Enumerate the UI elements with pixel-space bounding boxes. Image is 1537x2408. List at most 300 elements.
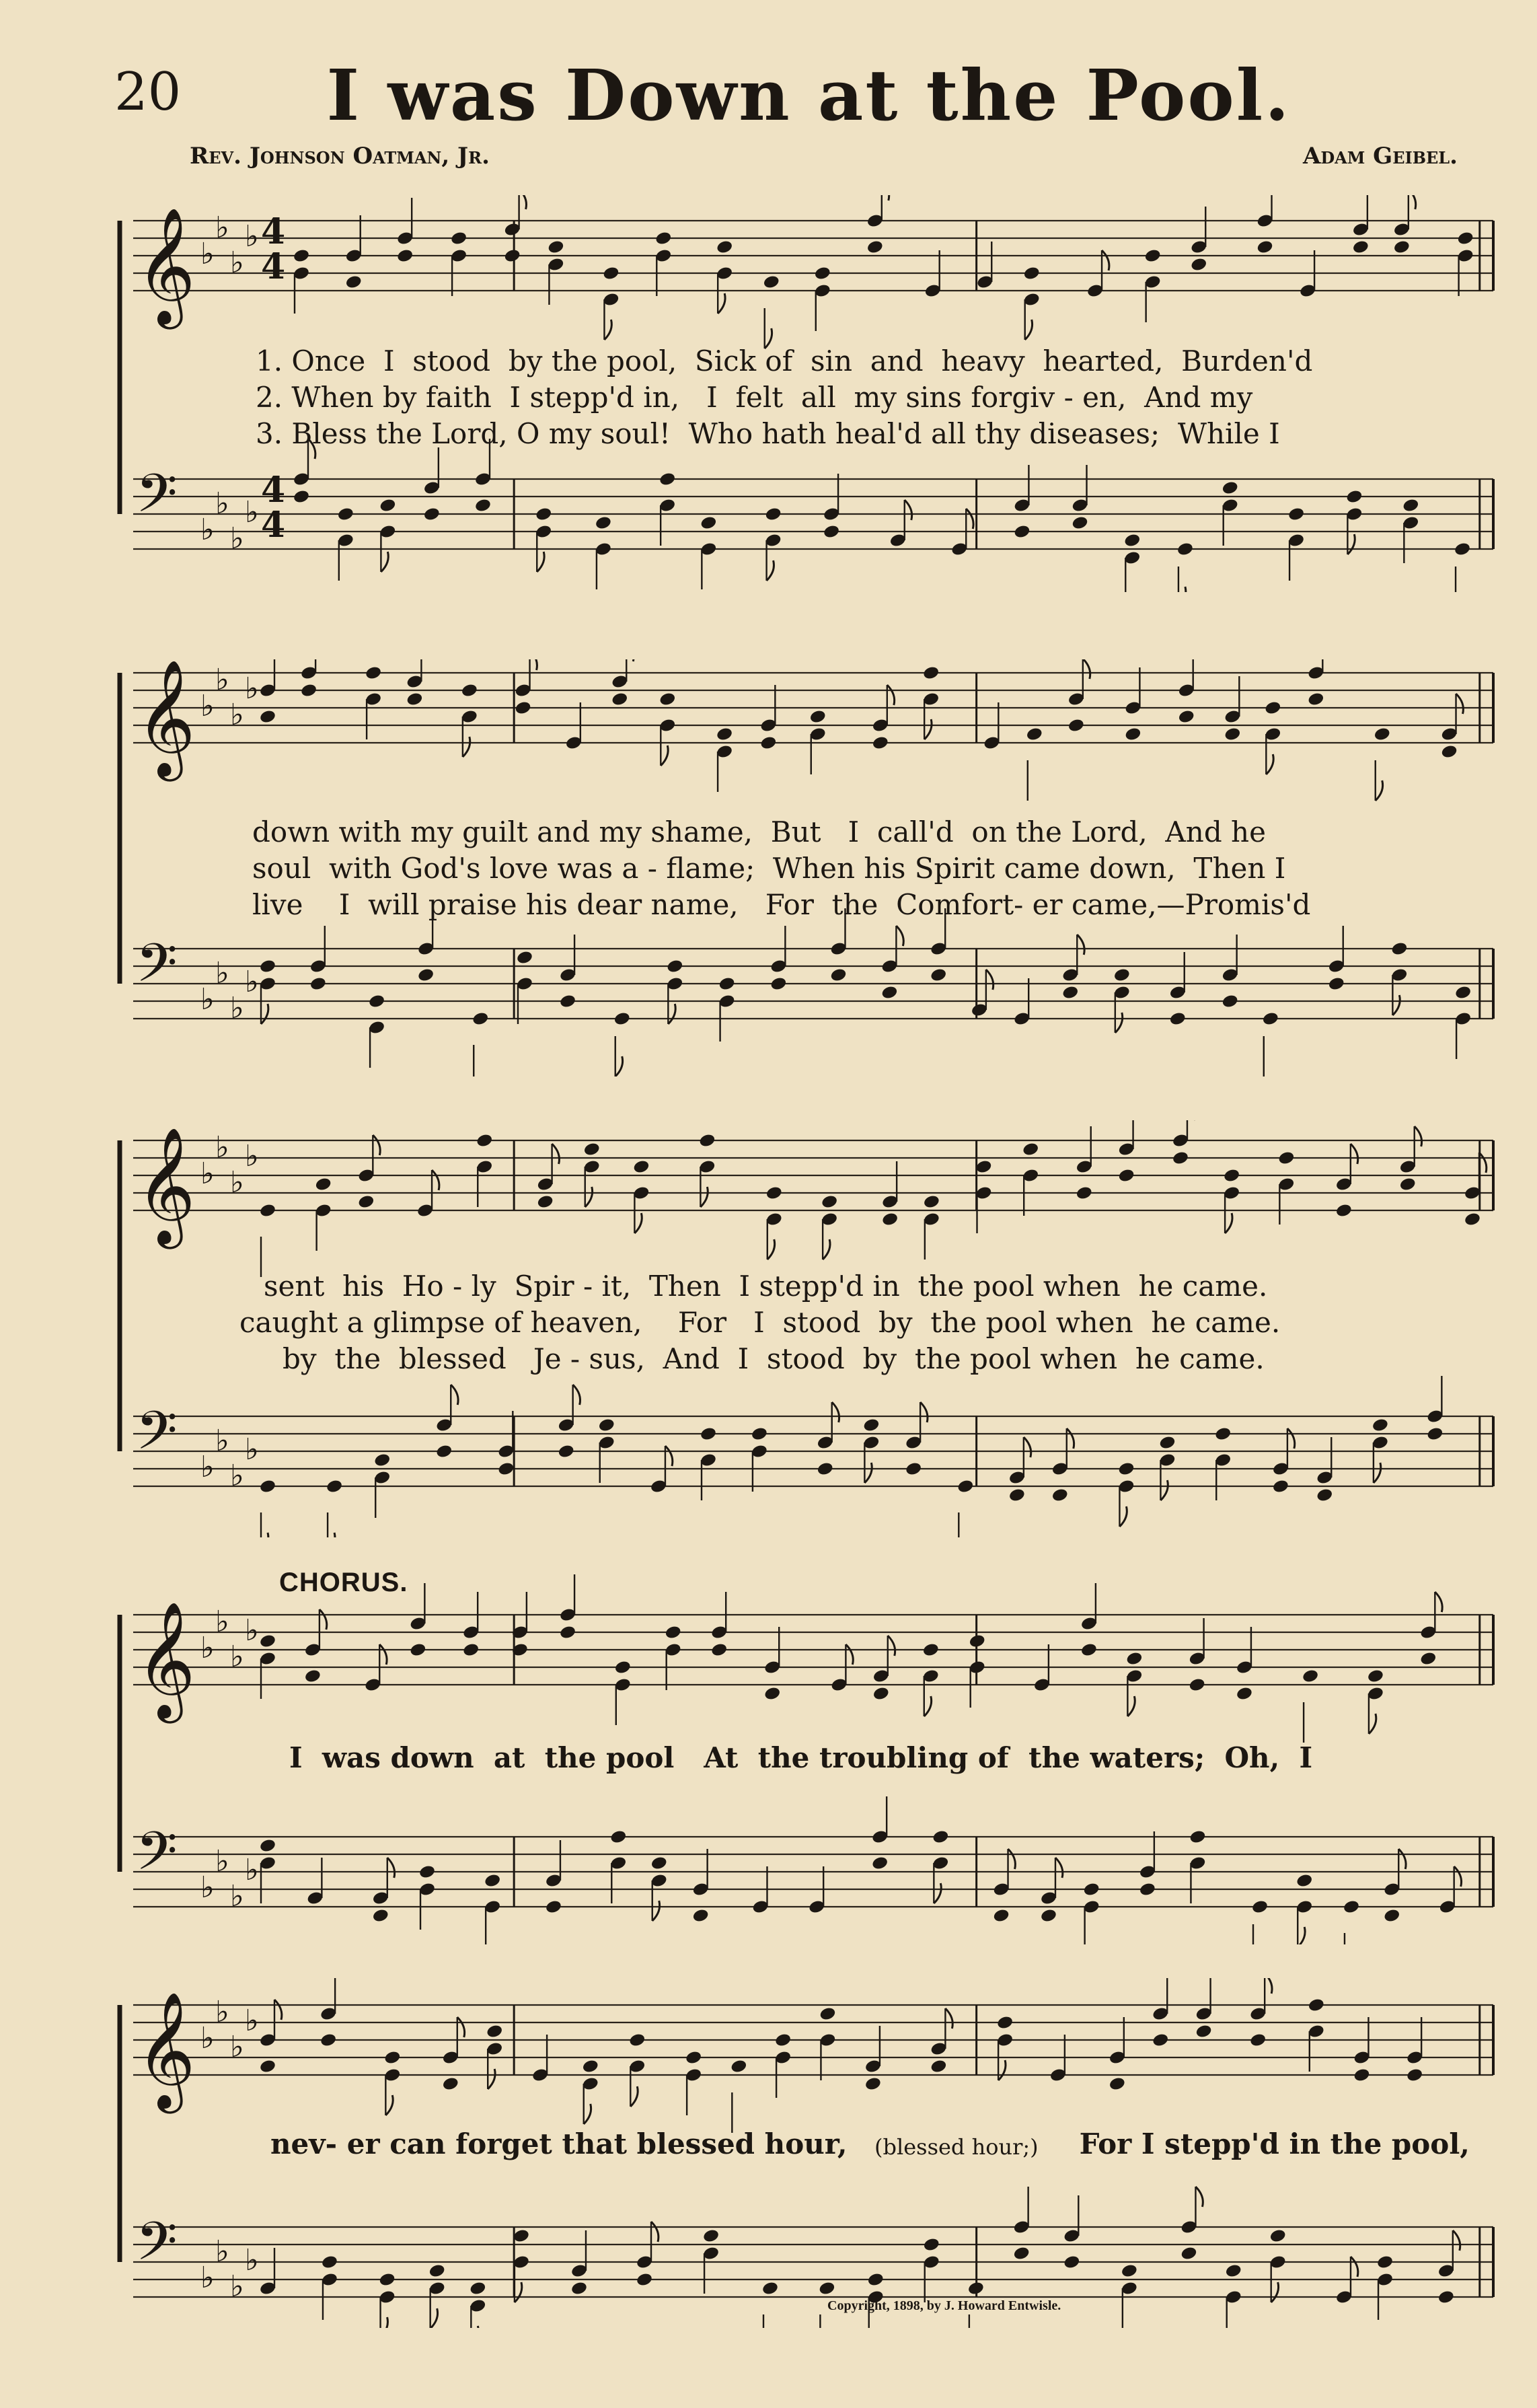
note-head [1178,659,1195,724]
note-head [1124,667,1141,741]
note-head [409,1583,426,1657]
note-head [698,1133,716,1207]
note-head [396,198,414,263]
flat-icon: ♭ [230,2269,244,2304]
bass-staff [133,2187,1493,2328]
flat-icon: ♭ [215,486,229,521]
time-signature: 4 [261,505,286,546]
flat-icon: ♭ [230,521,244,556]
note-head [770,926,787,991]
note-head [866,195,889,254]
note-head [1374,727,1391,801]
note-head [1013,465,1030,539]
note-head [320,1978,337,2047]
time-signature: 4 [261,470,286,511]
note-head [1026,727,1043,801]
note-head [1123,533,1141,592]
note-head [1051,1428,1074,1502]
music-system-chorus-2 [114,1978,1507,2328]
note-head [1225,2263,1242,2328]
note-head [659,472,676,546]
note-head [1383,1849,1406,1923]
note-head [1308,1998,1325,2072]
note-head [1302,1669,1319,1743]
note-head [259,1203,276,1277]
note-head [692,1849,710,1923]
note-head [406,659,423,706]
flat-icon: ♭ [215,1844,229,1878]
note-head [710,1592,728,1657]
note-head [808,1866,825,1914]
note-head [300,659,317,698]
flat-icon: ♭ [215,2234,229,2269]
note-head [763,1627,781,1701]
note-head [1440,694,1463,759]
note-head [1454,542,1471,592]
bass-clef-icon: 𝄢 [136,1820,178,1895]
flat-icon: ♭ [215,956,229,990]
flat-icon: ♭ [245,1432,259,1467]
note-head [1013,978,1030,1026]
note-head [1406,2017,1423,2082]
note-head [547,240,564,305]
note-head [685,2050,702,2115]
note-head [1264,700,1281,774]
note-head [1419,1592,1442,1666]
note-head [1109,2017,1126,2091]
bass-clef-icon: 𝄢 [136,462,178,538]
note-head [378,2272,396,2328]
note-head [583,1142,601,1207]
note-head [598,1418,615,1483]
note-head [1236,1627,1253,1701]
chorus-line-end: For I stepp'd in the pool, [1070,2127,1470,2160]
note-head [423,447,441,521]
bass-clef-icon: 𝄢 [136,2210,178,2286]
verse-3-line: 3. Bless the Lord, O my soul! Who hath heal'd all thy diseases; While I [256,417,1280,450]
note-head [992,1849,1015,1923]
note-head [611,659,634,706]
bass-staff [133,908,1493,1077]
note-head [1190,207,1207,272]
bass-staff [133,439,1493,592]
flat-icon: ♭ [215,1130,229,1165]
bass-staff [133,1796,1493,1944]
note-head [1176,542,1194,592]
note-head [462,1592,480,1657]
note-head [659,692,676,766]
flat-icon: ♭ [215,211,229,245]
note-head [293,248,310,314]
flat-icon: ♭ [245,2243,259,2277]
note-head [1316,1437,1333,1502]
note-head [1222,935,1239,1009]
note-head [809,709,827,774]
note-head [650,1856,668,1921]
note-head [716,240,733,314]
note-head [1061,935,1084,1000]
note-head [1399,1126,1422,1192]
note-head [435,1385,458,1459]
treble-clef-icon: 𝄞 [136,659,196,776]
note-head [1269,2228,1287,2302]
note-head [545,1840,562,1914]
note-head [1437,2230,1460,2304]
note-head [337,507,354,581]
note-head [476,1133,493,1207]
note-head [1063,2195,1080,2269]
note-head [654,231,672,296]
note-head [582,2059,599,2124]
note-head [905,1402,928,1476]
note-head [814,266,831,331]
chorus-line: I was down at the pool At the troubling of the waters; Oh, I [289,1741,1313,1774]
note-head [1080,1583,1098,1657]
note-head [1152,1978,1169,2047]
treble-staff [133,659,1493,801]
note-head [718,976,736,1042]
note-head [1307,659,1330,706]
note-head [1299,250,1316,298]
note-head [1402,498,1419,563]
note-head [1335,1144,1358,1218]
note-head [345,215,363,289]
note-head [1117,1120,1135,1183]
note-head [969,1634,986,1708]
flat-icon: ♭ [245,965,259,999]
note-head [326,1479,343,1537]
note-head [1272,1428,1295,1494]
note-head [751,1866,769,1914]
note-head [1067,659,1090,733]
lyricist-credit: Rev. Johnson Oatman, Jr. [190,143,490,170]
flat-icon: ♭ [245,671,259,706]
note-head [259,2000,282,2074]
note-head [983,702,1000,750]
copyright-notice: Copyright, 1898, by J. Howard Entwisle. [827,2298,1061,2313]
note-head [357,1135,380,1209]
bass-clef-icon: 𝄢 [136,1399,178,1475]
note-head [636,2222,659,2287]
note-head [1251,1899,1269,1944]
note-head [516,950,533,1024]
note-head [1393,195,1416,254]
note-head [1367,1669,1384,1734]
note-head [497,1411,515,1476]
music-system-2 [114,659,1507,1077]
note-head [1049,2035,1067,2082]
bass-clef-icon: 𝄢 [136,932,178,1007]
note-head [975,1159,992,1233]
note-head [368,994,385,1068]
verse-3-line: live I will praise his dear name, For the Comfort- er came,—Promis'd [252,888,1311,921]
note-head [872,1636,895,1701]
note-head [1352,195,1370,254]
note-head [373,1453,391,1518]
note-head [418,1864,436,1930]
note-head [365,665,382,739]
note-head [535,507,552,572]
verse-3-line: by the blessed Je - sus, And I stood by the pool when he came. [283,1342,1265,1375]
verse-1-line: sent his Ho - ly Spir - it, Then I stepp'd in the pool when he came. [264,1270,1268,1303]
flat-icon: ♭ [200,1157,215,1191]
note-head [996,2015,1014,2080]
note-head [1345,489,1363,554]
flat-icon: ♭ [245,219,259,254]
music-system-3 [114,1120,1507,1537]
music-system-1 [114,195,1507,592]
note-head [1189,1829,1206,1903]
verse-2-line: caught a glimpse of heaven, For I stood by the pool when he came. [239,1306,1281,1339]
note-head [531,2035,549,2082]
flat-icon: ♭ [200,2021,215,2055]
note-head [613,1011,631,1077]
treble-clef-icon: 𝄞 [136,1992,196,2109]
flat-icon: ♭ [230,1459,244,1493]
note-head [716,727,733,792]
note-head [871,1796,889,1870]
note-head [559,935,576,1009]
chorus-label: CHORUS. [279,1568,408,1597]
note-head [461,683,478,757]
note-head [306,1858,324,1905]
flat-icon: ♭ [200,982,215,1017]
note-head [932,1829,949,1903]
note-head [486,2024,503,2089]
note-head [1071,465,1088,530]
verse-2-line: 2. When by faith I stepp'd in, I felt all my sins forgiv - en, And my [256,381,1253,414]
note-head [976,242,994,289]
note-head [595,515,612,589]
note-head [632,1159,650,1233]
note-head [484,1873,501,1944]
note-head [1262,1011,1279,1077]
note-head [819,2006,836,2080]
note-head [442,2017,465,2091]
note-head [862,1418,880,1483]
note-head [513,2228,530,2302]
flat-icon: ♭ [245,1613,259,1648]
note-head [700,515,717,589]
note-head [1117,1461,1135,1527]
treble-staff [133,1978,1493,2133]
note-head [469,2281,486,2328]
note-head [1390,941,1408,1015]
note-head [628,2033,646,2107]
flat-icon: ♭ [230,1165,244,1200]
note-head [1180,2187,1203,2261]
note-head [1083,1882,1100,1944]
music-system-chorus-1 [114,1568,1507,1944]
note-head [428,2263,446,2328]
note-head [923,1194,940,1260]
flat-icon: ♭ [245,2004,259,2038]
note-head [558,1385,580,1459]
flat-icon: ♭ [200,1450,215,1484]
note-head [1040,1858,1063,1923]
note-head [1457,231,1474,296]
flat-icon: ♭ [230,698,244,732]
flat-icon: ♭ [200,237,215,271]
treble-staff [133,1120,1493,1277]
note-head [1169,952,1187,1026]
note-head [1376,2255,1394,2320]
note-head [1372,1418,1389,1483]
flat-icon: ♭ [200,1870,215,1905]
note-head [504,195,527,263]
page-number: 20 [114,62,182,122]
flat-icon: ♭ [230,2030,244,2064]
note-head [930,2008,952,2074]
flat-icon: ♭ [230,991,244,1025]
verse-2-line: soul with God's love was a - flame; When his Spirit came down, Then I [252,852,1286,885]
verse-1-line: down with my guilt and my shame, But I call'd on the Lord, And he [252,815,1266,848]
note-head [1256,195,1273,254]
note-head [889,500,912,548]
treble-clef-icon: 𝄞 [136,1601,196,1718]
flat-icon: ♭ [200,513,215,547]
note-head [924,250,942,298]
note-head [774,2033,792,2098]
chorus-line: nev- er can forget that blessed hour, [270,2127,848,2160]
note-head [259,959,276,1024]
note-head [1008,1437,1031,1502]
flat-icon: ♭ [245,1853,259,1887]
note-head [1113,968,1131,1033]
note-head [259,2248,276,2296]
note-head [1158,1435,1176,1500]
note-head [1287,507,1305,581]
treble-staff [133,1574,1493,1743]
note-head [372,1858,395,1923]
flat-icon: ♭ [215,663,229,697]
note-head [602,266,620,340]
note-head [700,1426,717,1500]
note-head [1144,248,1162,322]
note-head [1426,1376,1444,1441]
note-head [821,1194,838,1260]
note-head [765,507,782,581]
verse-1-line: 1. Once I stood by the pool, Sick of sin and heavy hearted, Burden'd [256,344,1313,377]
note-head [537,1144,560,1209]
note-head [383,2050,401,2115]
bass-staff [133,1376,1493,1537]
note-head [1121,2263,1138,2328]
note-head [1023,266,1041,340]
note-head [702,2228,720,2294]
note-head [514,659,537,715]
note-head [971,970,994,1017]
note-head [1277,1151,1295,1225]
note-head [450,231,467,296]
note-head [817,1402,839,1476]
note-head [315,1177,332,1251]
flat-icon: ♭ [230,1879,244,1913]
note-head [1195,1978,1212,2039]
note-head [880,926,903,1000]
note-head [759,685,777,750]
note-head [923,2237,940,2302]
note-head [1328,926,1345,991]
note-head [1353,2017,1370,2082]
note-head [730,2059,747,2133]
treble-clef-icon: 𝄞 [136,1127,196,1244]
note-head [304,1609,327,1683]
flat-icon: ♭ [200,689,215,723]
time-signature: 4 [261,211,286,252]
time-signature: 4 [261,246,286,287]
note-head [1033,1644,1051,1692]
note-head [751,1426,768,1492]
note-head [922,665,940,739]
note-head [1296,1873,1313,1944]
note-head [872,685,895,750]
note-head [864,2026,882,2091]
flat-icon: ♭ [245,495,259,530]
note-head [259,1634,276,1699]
flat-icon: ♭ [215,1424,229,1458]
note-head [1125,1651,1143,1716]
note-head [1249,1978,1272,2047]
composer-credit: Adam Geibel. [1302,143,1458,170]
note-head [761,2281,779,2328]
flat-icon: ♭ [200,1631,215,1665]
note-head [1172,1120,1195,1165]
note-head [1139,1831,1156,1897]
note-head [1464,1153,1487,1227]
note-head [259,1838,276,1903]
flat-icon: ♭ [230,1640,244,1674]
note-head [1454,985,1472,1059]
note-head [1214,1426,1232,1500]
note-head [379,498,396,572]
note-head [609,1829,627,1903]
note-head [1013,2187,1030,2261]
flat-icon: ♭ [215,1995,229,2029]
note-head [259,1479,276,1537]
note-head [823,474,840,539]
note-head [922,1642,940,1716]
flat-icon: ♭ [245,1139,259,1173]
note-head [1343,1899,1360,1944]
note-head [957,1479,974,1537]
flat-icon: ♭ [200,2261,215,2295]
treble-staff [133,195,1493,349]
note-head [763,275,780,349]
note-head [472,1011,489,1077]
note-head [1224,676,1241,741]
flat-icon: ♭ [215,1605,229,1639]
note-head [1189,1618,1206,1692]
note-head [765,1185,783,1260]
note-head [259,659,276,724]
note-head [321,2255,338,2320]
note-head [665,1625,682,1690]
note-head [614,1660,632,1725]
note-head [881,1161,899,1227]
note-head [570,2230,588,2296]
note-head [1076,1126,1093,1200]
note-head [309,926,327,991]
note-head [1022,1142,1039,1216]
note-head [1222,480,1239,546]
note-head [559,1574,576,1640]
hymn-title: I was Down at the Pool. [326,54,1291,137]
treble-clef-icon: 𝄞 [136,207,196,324]
note-head [666,959,683,1024]
note-head [565,702,583,750]
chorus-echo: (blessed hour;) [874,2134,1039,2160]
